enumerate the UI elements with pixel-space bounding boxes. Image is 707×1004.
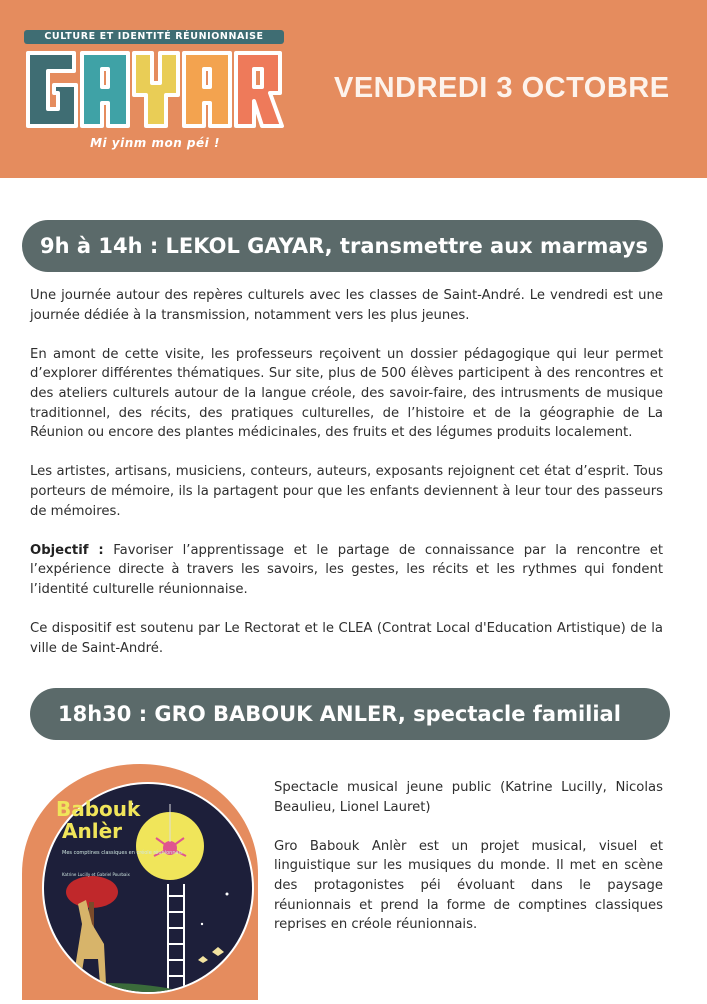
cover-authors: Katrine Lucilly et Gabriel Pourbaix [62,872,130,877]
section1-objective [30,541,663,600]
section1-paragraph: Une journée autour des repères culturels avec les classes de Saint-André. Le vendredi est une journée dédiée à la transmission, notamment vers les plus jeunes. [30,288,663,323]
logo-word-gayar [24,47,286,132]
section2-heading: 18h30 : GRO BABOUK ANLER, spectacle familial [58,702,621,726]
section1-paragraph: Ce dispositif est soutenu par Le Rectorat et le CLEA (Contrat Local d'Education Artistique) de la ville de Saint-André. [30,621,663,656]
section1-heading: 9h à 14h : LEKOL GAYAR, transmettre aux marmays [40,234,649,258]
section2-paragraph: Gro Babouk Anlèr est un projet musical, visuel et linguistique sur les musiques du monde. Il met en scène des protagonistes péi évoluant dans le paysage réunionnais et prend la forme de comptines classiques reprises en créole réunionnais. [274,838,663,933]
section2-body [274,778,663,954]
cover-subtitle: Mes comptines classiques en créole réunionnais [62,850,183,856]
section1-paragraph: Les artistes, artisans, musiciens, conteurs, auteurs, exposants rejoignent cet état d’esprit. Tous porteurs de mémoire, ils la partagent pour que les enfants deviennent à leur tour des passeurs de mémoires. [30,464,663,519]
cover-title-line1: Babouk [56,797,141,821]
event-date: VENDREDI 3 OCTOBRE [334,72,670,104]
logo-banner: CULTURE ET IDENTITÉ RÉUNIONNAISE [24,30,284,44]
header-banner [0,0,707,178]
cover-title-line2: Anlèr [62,819,122,843]
section2-heading-bar [30,688,670,740]
album-cover-art [22,764,258,1000]
logo-slogan: Mi yinm mon péi ! [90,136,220,150]
section1-body [30,286,663,678]
objective-text: Favoriser l’apprentissage et le partage de connaissance par la rencontre et l’expérience directe à travers les savoirs, les gestes, les récits et les rythmes qui fondent l’identité culturelle réunionnaise. [30,542,664,597]
gayar-logo [24,30,286,158]
section1-heading-bar [22,220,663,272]
objective-label: Objectif : [30,542,104,558]
section2-paragraph: Spectacle musical jeune public (Katrine Lucilly, Nicolas Beaulieu, Lionel Lauret) [274,780,663,815]
section1-paragraph: En amont de cette visite, les professeurs reçoivent un dossier pédagogique qui leur permet d’explorer différentes thématiques. Sur site, plus de 500 élèves participent à des rencontres et des ateliers culturels autour de la langue créole, des savoir-faire, des intrusments de musique traditionnel, des récits, des pratiques culturelles, de l’histoire et de la géographie de La Réunion ou encore des plantes médicinales, des fruits et des légumes produits localement. [30,346,663,441]
album-cover [22,764,258,1000]
